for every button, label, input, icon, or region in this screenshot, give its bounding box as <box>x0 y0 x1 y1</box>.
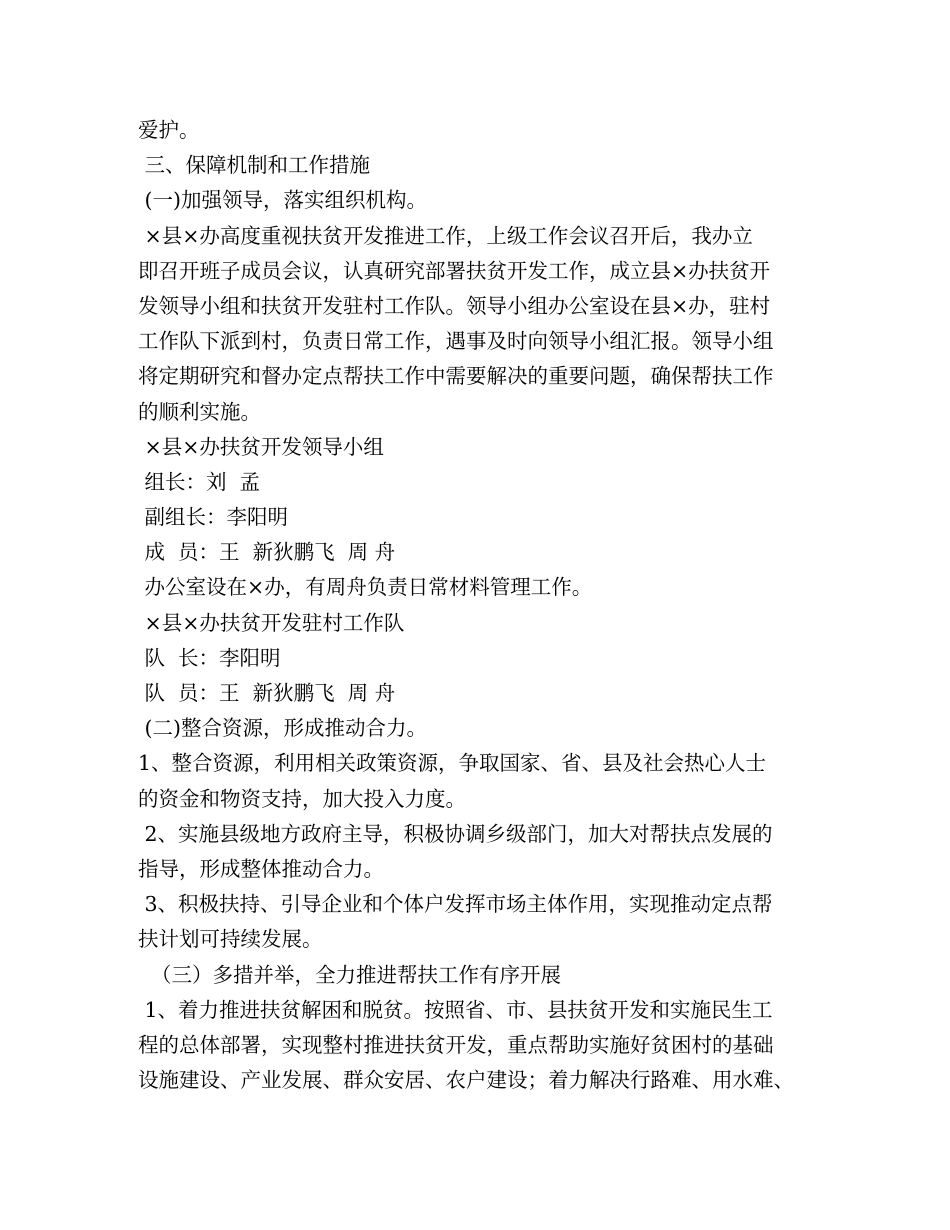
text-line: 程的总体部署，实现整村推进扶贫开发，重点帮助实施好贫困村的基础 <box>138 1032 774 1057</box>
member-line: 队 长：李阳明 <box>138 645 281 670</box>
member-line: 副组长：李阳明 <box>138 505 289 530</box>
text-line: 1、整合资源，利用相关政策资源，争取国家、省、县及社会热心人士 <box>138 751 767 776</box>
text-line: 的顺利实施。 <box>138 399 261 424</box>
group-title: ×县×办扶贫开发领导小组 <box>138 434 384 459</box>
member-line: 队 员：王 新狄鹏飞 周 舟 <box>138 681 396 705</box>
text-line: 将定期研究和督办定点帮扶工作中需要解决的重要问题，确保帮扶工作 <box>138 364 774 389</box>
text-line: 工作队下派到村，负责日常工作，遇事及时向领导小组汇报。领导小组 <box>138 329 774 354</box>
text-line: 3、积极扶持、引导企业和个体户发挥市场主体作用，实现推动定点帮 <box>138 892 773 917</box>
text-line: 即召开班子成员会议，认真研究部署扶贫开发工作，成立县×办扶贫开 <box>138 258 771 283</box>
subsection-heading: (二)整合资源，形成推动合力。 <box>138 716 428 741</box>
text-line: ×县×办高度重视扶贫开发推进工作，上级工作会议召开后，我办立 <box>138 223 753 248</box>
text-line: 2、实施县级地方政府主导，积极协调乡级部门，加大对帮扶点发展的 <box>138 821 773 846</box>
text-line: 指导，形成整体推动合力。 <box>138 856 384 881</box>
group-title: ×县×办扶贫开发驻村工作队 <box>138 610 405 635</box>
text-line: 设施建设、产业发展、群众安居、农户建设；着力解决行路难、用水难、 <box>138 1068 794 1093</box>
member-line: 组长：刘 孟 <box>138 469 261 494</box>
text-line: 1、着力推进扶贫解困和脱贫。按照省、市、县扶贫开发和实施民生工 <box>138 997 773 1022</box>
section-heading: 三、保障机制和工作措施 <box>138 153 371 178</box>
document-body <box>138 113 818 1098</box>
text-line: 扶计划可持续发展。 <box>138 927 323 952</box>
text-line: 爱护。 <box>138 118 200 142</box>
member-line: 成 员：王 新狄鹏飞 周 舟 <box>138 540 396 565</box>
subsection-heading: （三）多措并举，全力推进帮扶工作有序开展 <box>138 962 562 987</box>
subsection-heading: (一)加强领导，落实组织机构。 <box>138 188 428 213</box>
text-line: 的资金和物资支持，加大投入力度。 <box>138 786 466 811</box>
text-line: 办公室设在×办，有周舟负责日常材料管理工作。 <box>138 575 593 600</box>
text-line: 发领导小组和扶贫开发驻村工作队。领导小组办公室设在县×办，驻村 <box>138 293 771 318</box>
